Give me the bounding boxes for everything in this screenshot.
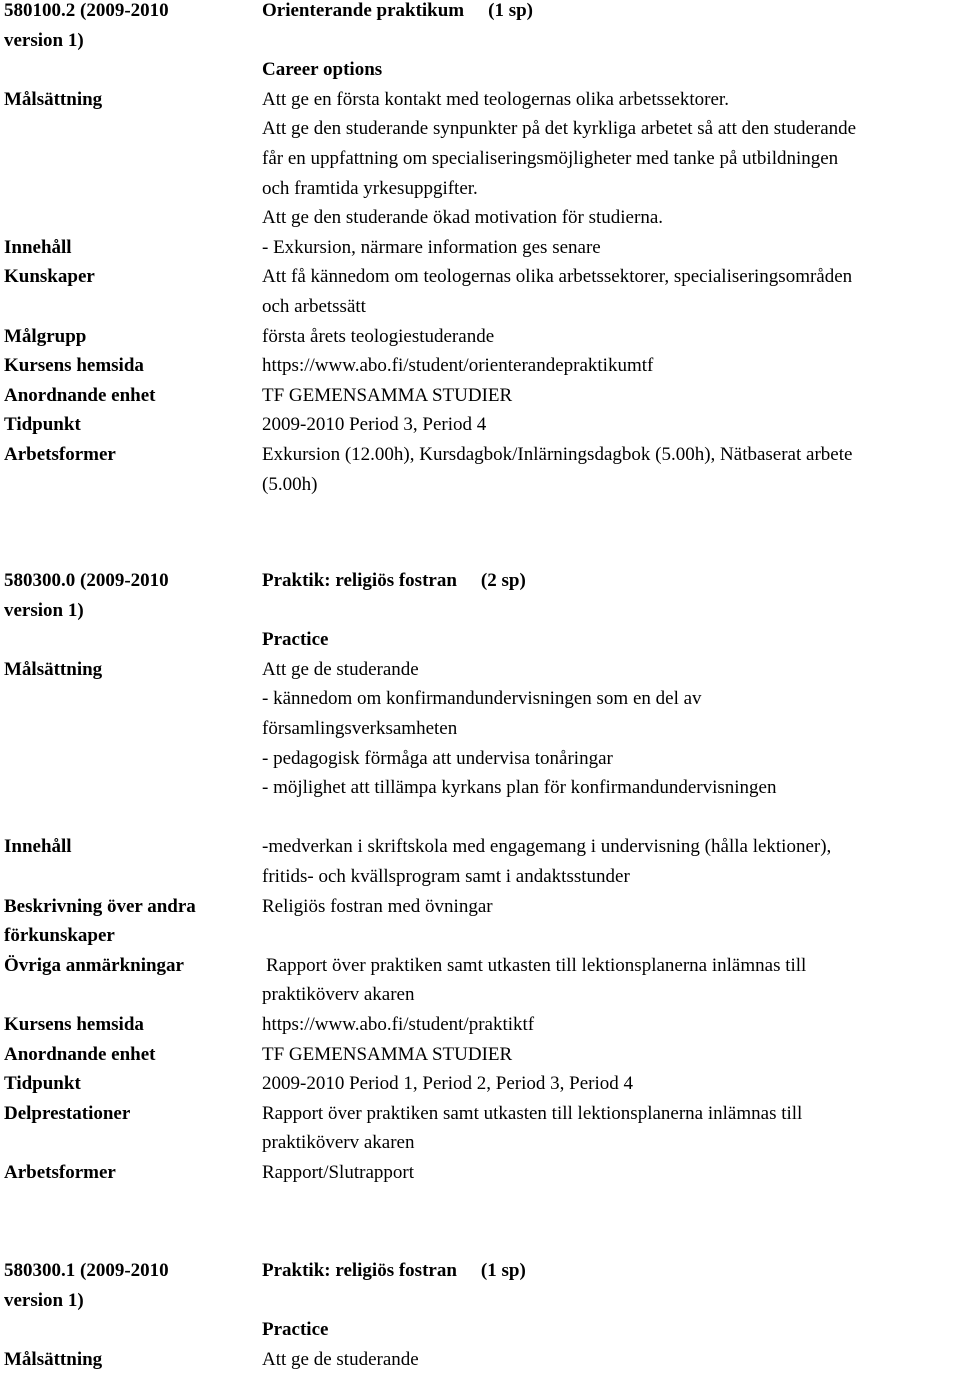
course-title-line <box>262 566 960 596</box>
course-title-line <box>262 1256 960 1286</box>
ovriga-label: Övriga anmärkningar <box>4 954 184 976</box>
ovriga-line: Rapport över praktiken samt utkasten till lektionsplanerna inlämnas till <box>266 954 807 976</box>
innehall-label: Innehåll <box>4 236 72 258</box>
innehall-row <box>0 832 960 891</box>
malgrupp-label: Målgrupp <box>4 325 87 347</box>
course-credits: (1 sp) <box>488 0 534 21</box>
english-title-row <box>0 1315 960 1345</box>
tidpunkt-row <box>0 410 960 440</box>
hemsida-label: Kursens hemsida <box>4 1013 144 1035</box>
malsattning-line: Att ge den studerande ökad motivation för studierna. <box>262 207 664 229</box>
course-version-row <box>0 1286 960 1316</box>
kunskaper-value <box>262 262 960 321</box>
kunskaper-line: Att få kännedom om teologernas olika arbetssektorer, specialiseringsområden <box>262 266 853 288</box>
innehall-line: -medverkan i skriftskola med engagemang i undervisning (hålla lektioner), <box>262 836 832 858</box>
course-code: 580300.1 (2009-2010 <box>4 1260 169 1281</box>
arbetsformer-row <box>0 1158 960 1188</box>
malsattning-line: Att ge den studerande synpunkter på det kyrkliga arbetet så att den studerande <box>262 118 857 140</box>
ovriga-row <box>0 951 960 1010</box>
tidpunkt-row <box>0 1069 960 1099</box>
enhet-row <box>0 381 960 411</box>
course-credits: (2 sp) <box>480 570 526 591</box>
malsattning-line: får en uppfattning om specialiseringsmöjligheter med tanke på utbildningen <box>262 147 839 169</box>
malsattning-line: församlingsverksamheten <box>262 717 458 739</box>
forkunskaper-label <box>0 892 262 951</box>
malsattning-label: Målsättning <box>4 658 103 680</box>
forkunskaper-value: Religiös fostran med övningar <box>262 895 493 917</box>
kunskaper-label: Kunskaper <box>4 266 95 288</box>
course-version: version 1) <box>4 1289 84 1311</box>
innehall-row <box>0 233 960 263</box>
delprestationer-line: Rapport över praktiken samt utkasten till lektionsplanerna inlämnas till <box>262 1102 803 1124</box>
innehall-value: - Exkursion, närmare information ges senare <box>262 236 601 258</box>
malsattning-line: - kännedom om konfirmandundervisningen som en del av <box>262 688 702 710</box>
tidpunkt-label: Tidpunkt <box>4 414 81 436</box>
ovriga-value <box>262 951 960 1010</box>
arbetsformer-value: Rapport/Slutrapport <box>262 1161 414 1183</box>
malsattning-line: - pedagogisk förmåga att undervisa tonåringar <box>262 747 613 769</box>
course-version-row <box>0 596 960 626</box>
malsattning-value <box>262 85 960 233</box>
arbetsformer-label: Arbetsformer <box>4 443 116 465</box>
delprestationer-value <box>262 1099 960 1158</box>
malsattning-value <box>262 1345 960 1374</box>
hemsida-link[interactable]: https://www.abo.fi/student/praktiktf <box>262 1013 535 1035</box>
tidpunkt-label: Tidpunkt <box>4 1073 81 1095</box>
hemsida-row <box>0 351 960 381</box>
malgrupp-row <box>0 322 960 352</box>
course-header <box>0 566 960 596</box>
enhet-label: Anordnande enhet <box>4 384 156 406</box>
arbetsformer-line: (5.00h) <box>262 473 318 495</box>
course-code: 580100.2 (2009-2010 <box>4 0 169 21</box>
course-version: version 1) <box>4 29 84 51</box>
malsattning-line: - möjlighet att tillämpa kyrkans plan för konfirmandundervisningen <box>262 777 777 799</box>
course-title: Orienterande praktikum <box>262 0 465 21</box>
malsattning-label: Målsättning <box>4 88 103 110</box>
malsattning-row <box>0 85 960 233</box>
english-title-row <box>0 625 960 655</box>
kunskaper-row <box>0 262 960 321</box>
hemsida-link[interactable]: https://www.abo.fi/student/orienterandepraktikumtf <box>262 355 654 377</box>
course-title: Praktik: religiös fostran <box>262 1260 457 1281</box>
course-version-row <box>0 26 960 56</box>
kunskaper-line: och arbetssätt <box>262 295 366 317</box>
english-title: Practice <box>262 1319 329 1341</box>
course-580300-0 <box>0 566 960 1187</box>
enhet-value: TF GEMENSAMMA STUDIER <box>262 1043 513 1065</box>
malsattning-line: och framtida yrkesuppgifter. <box>262 177 478 199</box>
forkunskaper-label-line: Beskrivning över andra <box>4 895 196 917</box>
enhet-row <box>0 1040 960 1070</box>
delprestationer-label: Delprestationer <box>4 1102 131 1124</box>
innehall-value <box>262 832 960 891</box>
malsattning-row <box>0 1345 960 1374</box>
english-title: Career options <box>262 59 383 81</box>
arbetsformer-line: Exkursion (12.00h), Kursdagbok/Inlärningsdagbok (5.00h), Nätbaserat arbete <box>262 443 853 465</box>
enhet-value: TF GEMENSAMMA STUDIER <box>262 384 513 406</box>
forkunskaper-row <box>0 892 960 951</box>
course-header <box>0 0 960 26</box>
ovriga-line: praktiköverv akaren <box>262 984 415 1006</box>
arbetsformer-row <box>0 440 960 499</box>
course-580300-1 <box>0 1256 960 1374</box>
tidpunkt-value: 2009-2010 Period 1, Period 2, Period 3, Period 4 <box>262 1073 634 1095</box>
innehall-label: Innehåll <box>4 836 72 858</box>
course-580100-2 <box>0 0 960 499</box>
course-title: Praktik: religiös fostran <box>262 570 457 591</box>
forkunskaper-label-line: förkunskaper <box>4 925 115 947</box>
malsattning-line: Att ge de studerande <box>262 658 419 680</box>
enhet-label: Anordnande enhet <box>4 1043 156 1065</box>
course-title-line <box>262 0 960 26</box>
delprestationer-row <box>0 1099 960 1158</box>
malsattning-label: Målsättning <box>4 1348 103 1370</box>
innehall-line: fritids- och kvällsprogram samt i andaktsstunder <box>262 865 630 887</box>
english-title: Practice <box>262 629 329 651</box>
course-credits: (1 sp) <box>480 1260 526 1281</box>
malsattning-line: Att ge de studerande <box>262 1348 419 1370</box>
hemsida-row <box>0 1010 960 1040</box>
tidpunkt-value: 2009-2010 Period 3, Period 4 <box>262 414 487 436</box>
hemsida-label: Kursens hemsida <box>4 355 144 377</box>
malgrupp-value: första årets teologiestuderande <box>262 325 495 347</box>
arbetsformer-label: Arbetsformer <box>4 1161 116 1183</box>
english-title-row <box>0 55 960 85</box>
delprestationer-line: praktiköverv akaren <box>262 1132 415 1154</box>
arbetsformer-value <box>262 440 960 499</box>
malsattning-line: Att ge en första kontakt med teologernas olika arbetssektorer. <box>262 88 729 110</box>
course-header <box>0 1256 960 1286</box>
course-code: 580300.0 (2009-2010 <box>4 570 169 591</box>
malsattning-value <box>262 655 960 803</box>
course-version: version 1) <box>4 599 84 621</box>
malsattning-row <box>0 655 960 803</box>
